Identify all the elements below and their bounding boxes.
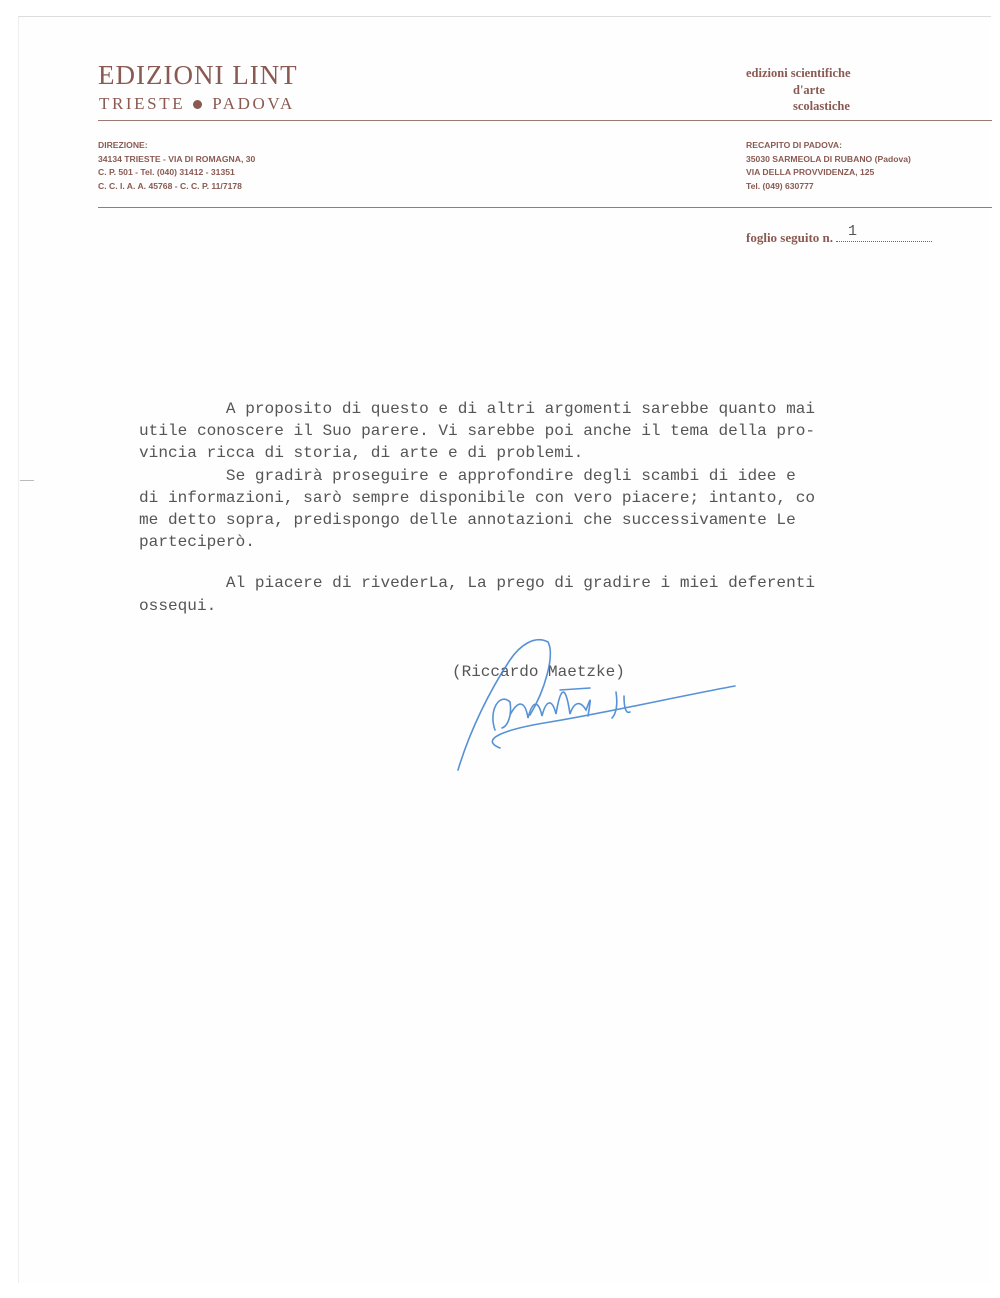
address-rule (98, 207, 992, 208)
letter-body (139, 398, 815, 617)
city-padova: PADOVA (212, 94, 295, 113)
tagline-line: scolastiche (793, 99, 850, 113)
body-line: ossequi. (139, 596, 217, 615)
handwritten-signature (440, 630, 750, 780)
company-cities (99, 94, 295, 114)
address-line: VIA DELLA PROVVIDENZA, 125 (746, 167, 875, 177)
body-line: me detto sopra, predispongo delle annotazioni che successivamente Le (139, 510, 796, 529)
address-line: Tel. (049) 630777 (746, 180, 814, 191)
company-tagline (746, 65, 851, 115)
address-line: C. C. I. A. A. 45768 - C. C. P. 11/7178 (98, 180, 242, 191)
sheet-number (746, 223, 932, 246)
direzione-address (98, 139, 255, 193)
body-line: Al piacere di rivederLa, La prego di gradire i miei deferenti (139, 574, 816, 593)
address-line: DIREZIONE: (98, 140, 148, 150)
sheet-label: foglio seguito n. (746, 230, 834, 245)
bullet-dot (193, 100, 202, 109)
body-line: utile conoscere il Suo parere. Vi sarebbe poi anche il tema della pro- (139, 422, 816, 441)
city-trieste: TRIESTE (99, 94, 186, 113)
header-rule (98, 120, 992, 121)
tagline-line: d'arte (793, 82, 825, 97)
fold-mark (20, 480, 34, 481)
body-line: di informazioni, sarò sempre disponibile con vero piacere; intanto, co (139, 488, 816, 507)
typed-signature-name: (Riccardo Maetzke) (452, 663, 625, 681)
body-line: Se gradirà proseguire e approfondire degli scambi di idee e (139, 466, 796, 485)
body-line: A proposito di questo e di altri argomenti sarebbe quanto mai (139, 400, 816, 418)
address-line: 34134 TRIESTE - VIA DI ROMAGNA, 30 (98, 153, 256, 164)
company-name: EDIZIONI LINT (98, 60, 298, 90)
body-line: parteciperò. (139, 533, 255, 552)
address-line: C. P. 501 - Tel. (040) 31412 - 31351 (98, 167, 235, 177)
tagline-line: edizioni scientifiche (746, 66, 851, 80)
body-line: vincia ricca di storia, di arte e di problemi. (139, 444, 584, 463)
address-line: RECAPITO DI PADOVA: (746, 140, 842, 150)
address-line: 35030 SARMEOLA DI RUBANO (Padova) (746, 153, 911, 164)
sheet-number-field (836, 223, 932, 242)
sheet-number-value: 1 (848, 223, 858, 240)
recapito-address (746, 139, 911, 193)
